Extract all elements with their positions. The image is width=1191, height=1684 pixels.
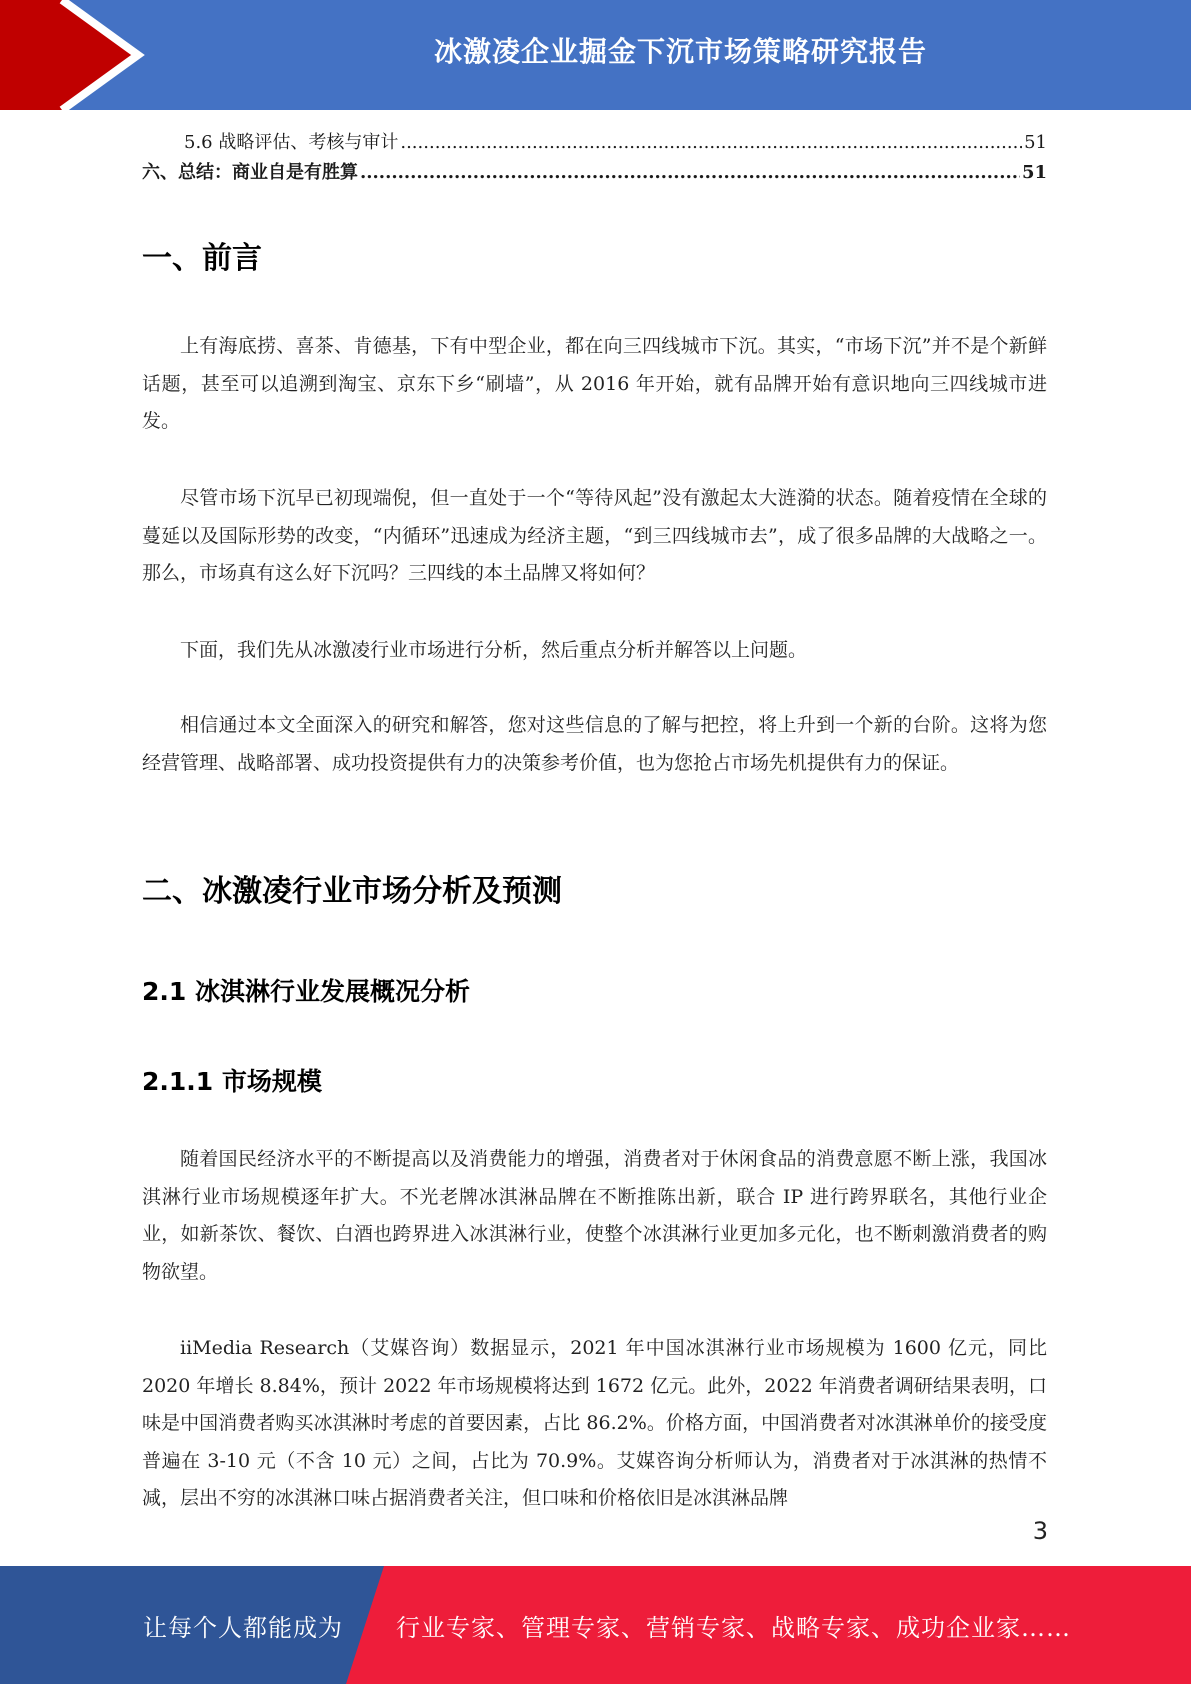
header-arrow-graphic	[0, 0, 160, 110]
body-paragraph: iiMedia Research（艾媒咨询）数据显示，2021 年中国冰淇淋行业市场规模为 1600 亿元，同比 2020 年增长 8.84%，预计 2022 年市场规模将达到 1672 亿元。此外，2022 年消费者调研结果表明，口味是中国消费者购买冰淇淋时考虑的首要因素，占比 86.2%。价格方面，中国消费者对冰淇淋单价的接受度普遍在 3-10 元（不含 10 元）之间，占比为 70.9%。艾媒咨询分析师认为，消费者对于冰淇淋的热情不减，层出不穷的冰淇淋口味占据消费者关注，但口味和价格依旧是冰淇淋品牌	[142, 1337, 1047, 1509]
body-paragraph: 上有海底捞、喜茶、肯德基，下有中型企业，都在向三四线城市下沉。其实，“市场下沉”并不是个新鲜话题，甚至可以追溯到淘宝、京东下乡“刷墙”，从 2016 年开始，就有品牌开始有意识地向三四线城市进发。	[142, 335, 1047, 432]
body-paragraph: 尽管市场下沉早已初现端倪，但一直处于一个“等待风起”没有激起太大涟漪的状态。随着疫情在全球的蔓延以及国际形势的改变，“内循环”迅速成为经济主题，“到三四线城市去”，成了很多品牌的大战略之一。那么，市场真有这么好下沉吗？三四线的本土品牌又将如何？	[142, 487, 1047, 584]
page-number: 3	[1032, 1517, 1048, 1545]
footer-slogan-left: 让每个人都能成为	[143, 1613, 343, 1642]
table-of-contents	[142, 128, 1047, 188]
toc-leader-dots	[360, 162, 1020, 183]
toc-leader-dots	[400, 132, 1022, 153]
body-paragraph: 相信通过本文全面深入的研究和解答，您对这些信息的了解与把控，将上升到一个新的台阶。这将为您经营管理、战略部署、成功投资提供有力的决策参考价值，也为您抢占市场先机提供有力的保证。	[142, 714, 1047, 774]
toc-entry[interactable]	[142, 128, 1047, 158]
toc-entry-page: 51	[1021, 162, 1047, 183]
subsection-heading: 2.1.1 市场规模	[142, 1067, 322, 1096]
report-title: 冰激凌企业掘金下沉市场策略研究报告	[433, 35, 927, 68]
toc-entry-label: 5.6 战略评估、考核与审计	[184, 132, 399, 153]
page-header	[0, 0, 1191, 110]
subsection-heading: 2.1 冰淇淋行业发展概况分析	[142, 977, 470, 1006]
section-heading-analysis: 二、冰激凌行业市场分析及预测	[142, 874, 562, 909]
page-footer	[0, 1566, 1191, 1684]
body-paragraph: 随着国民经济水平的不断提高以及消费能力的增强，消费者对于休闲食品的消费意愿不断上涨，我国冰淇淋行业市场规模逐年扩大。不光老牌冰淇淋品牌在不断推陈出新，联合 IP 进行跨界联名，其他行业企业，如新茶饮、餐饮、白酒也跨界进入冰淇淋行业，使整个冰淇淋行业更加多元化，也不断刺激消费者的购物欲望。	[142, 1148, 1047, 1283]
toc-entry-page: 51	[1024, 132, 1047, 153]
section-heading-preface: 一、前言	[142, 241, 262, 276]
footer-slogan-right: 行业专家、管理专家、营销专家、战略专家、成功企业家……	[396, 1613, 1071, 1642]
body-paragraph: 下面，我们先从冰激凌行业市场进行分析，然后重点分析并解答以上问题。	[180, 639, 808, 661]
toc-entry[interactable]	[142, 158, 1047, 188]
toc-entry-label: 六、总结：商业自是有胜算	[142, 162, 358, 183]
